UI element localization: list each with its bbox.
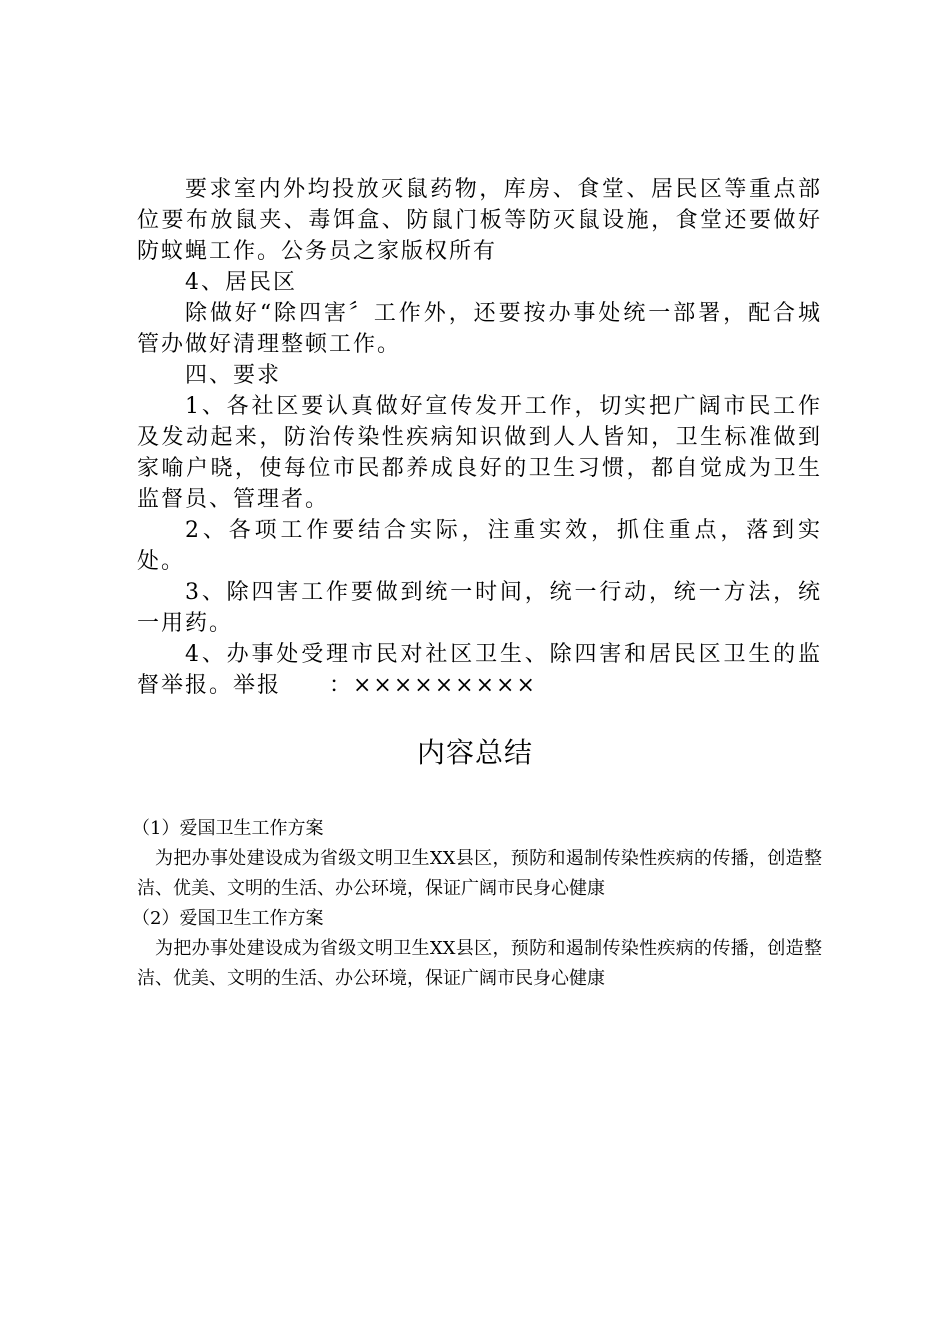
paragraph-requirement-3: 3、除四害工作要做到统一时间，统一行动，统一方法，统一用药。 [137,580,822,636]
paragraph-residential-area: 除做好“除四害〞工作外，还要按办事处统一部署，配合城管办做好清理整顿工作。 [137,301,822,357]
summary-item-title: （2）爱国卫生工作方案 [132,908,324,929]
document-body [137,174,822,701]
heading-residential-area: 4、居民区 [185,270,297,295]
summary-item-body: 为把办事处建设成为省级文明卫生XX县区，预防和遏制传染性疾病的传播，创造整洁、优美、文明的生活、办公环境，保证广阔市民身心健康 [137,938,822,989]
summary-section [132,814,822,994]
summary-item-body: 为把办事处建设成为省级文明卫生XX县区，预防和遏制传染性疾病的传播，创造整洁、优美、文明的生活、办公环境，保证广阔市民身心健康 [137,848,822,899]
summary-item-title: （1）爱国卫生工作方案 [132,818,324,839]
paragraph-requirement-2: 2、各项工作要结合实际，注重实效，抓住重点，落到实处。 [137,518,822,574]
paragraph-requirement-4: 4、办事处受理市民对社区卫生、除四害和居民区卫生的监督举报。举报 ：××××××××× [137,642,822,698]
paragraph-requirement-1: 1、各社区要认真做好宣传发开工作，切实把广阔市民工作及发动起来，防治传染性疾病知识做到人人皆知，卫生标准做到家喻户晓，使每位市民都养成良好的卫生习惯，都自觉成为卫生监督员、管理者。 [137,394,822,512]
paragraph-rodent-control: 要求室内外均投放灭鼠药物，库房、食堂、居民区等重点部位要布放鼠夹、毒饵盒、防鼠门板等防灭鼠设施，食堂还要做好防蚊蝇工作。公务员之家版权所有 [137,177,822,264]
heading-requirements: 四、要求 [185,363,282,388]
summary-title: 内容总结 [416,736,533,769]
